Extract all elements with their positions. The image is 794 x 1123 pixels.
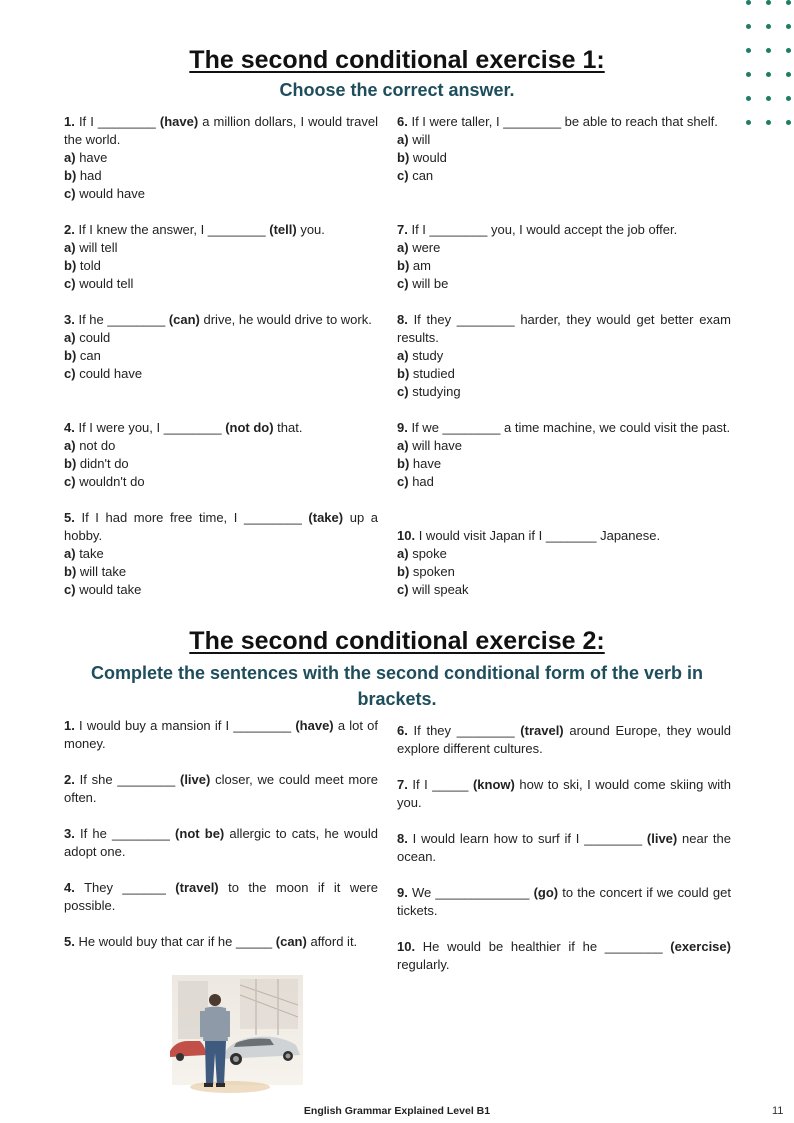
question-stem-end: that. (273, 420, 303, 435)
question-text (64, 933, 378, 951)
question-number: 3. (64, 312, 75, 327)
question-text (397, 419, 731, 437)
question-stem: If she ________ (79, 772, 180, 787)
option-label: c) (397, 474, 409, 489)
option-text: would (412, 150, 447, 165)
footer-book-title: English Grammar Explained Level B1 (303, 1105, 491, 1117)
question-stem: If I _____ (412, 777, 473, 792)
question-number: 9. (397, 420, 408, 435)
option-b (397, 149, 731, 167)
question-stem: If they ________ harder, they would get better exam results. (397, 312, 731, 345)
question-stem-end: around Europe, they would explore different cultures. (397, 723, 731, 756)
exercise2-question-6 (397, 722, 731, 758)
option-label: c) (64, 366, 76, 381)
exercise2-instruction: Complete the sentences with the second conditional form of the verb in brackets. (90, 663, 704, 709)
option-label: b) (397, 150, 410, 165)
option-label: c) (64, 582, 76, 597)
question-number: 3. (64, 826, 75, 841)
question-stem: He would be healthier if he ________ (422, 939, 671, 954)
question-stem-end: afford it. (306, 934, 358, 949)
verb-hint: (know) (472, 777, 515, 792)
question-text (397, 776, 731, 812)
exercise2-question-8 (397, 830, 731, 866)
option-label: a) (64, 438, 76, 453)
option-text: can (412, 168, 434, 183)
option-a (64, 149, 378, 167)
option-c (397, 275, 731, 293)
option-b (397, 455, 731, 473)
question-stem: If I knew the answer, I ________ (78, 222, 270, 237)
option-text: am (412, 258, 431, 273)
exercise1-question-3 (64, 311, 378, 383)
verb-hint: (not do) (225, 420, 274, 435)
question-text (64, 311, 378, 329)
question-number: 6. (397, 723, 408, 738)
option-text: spoke (412, 546, 447, 561)
option-b (64, 167, 378, 185)
question-stem-end: to the concert if we could get tickets. (397, 885, 731, 918)
option-text: have (412, 456, 442, 471)
question-text (64, 879, 378, 915)
option-b (397, 257, 731, 275)
question-stem: I would buy a mansion if I ________ (79, 718, 296, 733)
exercise1-question-5 (64, 509, 378, 599)
decorative-dot (746, 0, 751, 5)
question-number: 8. (397, 831, 408, 846)
decorative-dot (786, 0, 791, 5)
question-text (397, 113, 731, 131)
exercise2-question-7 (397, 776, 731, 812)
option-b (64, 347, 378, 365)
question-stem-end: a lot of money. (64, 718, 378, 751)
question-stem-end: up a hobby. (64, 510, 378, 543)
option-b (64, 563, 378, 581)
question-text (397, 221, 731, 239)
option-a (64, 545, 378, 563)
decorative-dot (746, 24, 751, 29)
question-stem-end: you. (296, 222, 325, 237)
verb-hint: (can) (275, 934, 307, 949)
question-number: 1. (64, 114, 75, 129)
question-number: 4. (64, 880, 75, 895)
option-b (397, 365, 731, 383)
decorative-dot (766, 120, 771, 125)
question-text (64, 419, 378, 437)
question-stem-end: how to ski, I would come skiing with you. (397, 777, 731, 810)
question-stem: If he ________ (80, 826, 176, 841)
question-number: 2. (64, 222, 75, 237)
decorative-dot (786, 120, 791, 125)
option-text: wouldn't do (79, 474, 145, 489)
question-number: 6. (397, 114, 408, 129)
exercise1-question-10 (397, 527, 731, 599)
question-number: 8. (397, 312, 408, 327)
question-text (64, 221, 378, 239)
option-text: take (79, 546, 104, 561)
option-a (64, 329, 378, 347)
option-label: c) (64, 186, 76, 201)
option-text: would have (79, 186, 145, 201)
option-label: c) (397, 384, 409, 399)
option-label: c) (64, 474, 76, 489)
decorative-dot (786, 24, 791, 29)
question-text (397, 884, 731, 920)
question-stem-end: closer, we could meet more often. (64, 772, 378, 805)
question-stem: If I were you, I ________ (78, 420, 226, 435)
option-text: told (79, 258, 101, 273)
option-label: a) (397, 348, 409, 363)
option-b (397, 563, 731, 581)
exercise2-title: The second conditional exercise 2: (189, 627, 605, 655)
option-text: could have (79, 366, 143, 381)
question-text (64, 717, 378, 753)
option-label: a) (64, 546, 76, 561)
decorative-dot (766, 24, 771, 29)
question-stem-end: a million dollars, I would travel the world. (64, 114, 378, 147)
verb-hint: (have) (295, 718, 334, 733)
exercise1-instruction: Choose the correct answer. (279, 80, 515, 100)
question-number: 9. (397, 885, 408, 900)
option-c (397, 167, 731, 185)
option-text: would take (79, 582, 142, 597)
question-stem: He would buy that car if he _____ (78, 934, 276, 949)
question-text (64, 825, 378, 861)
option-text: not do (79, 438, 116, 453)
option-text: can (79, 348, 101, 363)
verb-hint: (live) (646, 831, 678, 846)
option-c (397, 383, 731, 401)
option-label: b) (64, 168, 77, 183)
option-a (397, 239, 731, 257)
question-number: 5. (64, 934, 75, 949)
option-label: b) (64, 456, 77, 471)
option-text: had (79, 168, 102, 183)
exercise2-question-5 (64, 933, 378, 951)
option-label: a) (397, 240, 409, 255)
option-text: could (79, 330, 111, 345)
verb-hint: (tell) (269, 222, 297, 237)
exercise1-question-6 (397, 113, 731, 185)
verb-hint: (go) (533, 885, 559, 900)
question-stem: If they ________ (413, 723, 521, 738)
verb-hint: (live) (179, 772, 211, 787)
verb-hint: (not be) (175, 826, 225, 841)
verb-hint: (can) (168, 312, 200, 327)
option-label: b) (64, 258, 77, 273)
option-label: b) (397, 456, 410, 471)
exercise1-title: The second conditional exercise 1: (189, 46, 605, 74)
question-number: 5. (64, 510, 75, 525)
question-stem-end: to the moon if it were possible. (64, 880, 378, 913)
question-number: 7. (397, 777, 408, 792)
option-text: were (412, 240, 441, 255)
question-stem-end: drive, he would drive to work. (199, 312, 372, 327)
question-number: 2. (64, 772, 75, 787)
question-text (397, 830, 731, 866)
question-stem: They ______ (84, 880, 176, 895)
option-label: c) (397, 276, 409, 291)
option-text: will be (412, 276, 449, 291)
option-label: c) (397, 582, 409, 597)
question-stem: If I had more free time, I ________ (81, 510, 309, 525)
option-text: studying (412, 384, 461, 399)
option-text: will take (79, 564, 127, 579)
man-and-car-illustration (170, 975, 305, 1097)
option-label: b) (397, 564, 410, 579)
option-c (64, 275, 378, 293)
option-a (397, 437, 731, 455)
option-label: b) (397, 258, 410, 273)
question-stem: If he ________ (78, 312, 169, 327)
option-text: studied (412, 366, 455, 381)
question-stem: I would learn how to surf if I ________ (412, 831, 647, 846)
verb-hint: (take) (308, 510, 344, 525)
question-number: 4. (64, 420, 75, 435)
option-c (64, 581, 378, 599)
option-c (64, 185, 378, 203)
option-text: study (412, 348, 444, 363)
verb-hint: (have) (159, 114, 199, 129)
option-b (64, 257, 378, 275)
option-text: spoken (412, 564, 455, 579)
option-label: c) (64, 276, 76, 291)
option-c (397, 581, 731, 599)
option-a (397, 347, 731, 365)
question-number: 10. (397, 939, 416, 954)
verb-hint: (exercise) (670, 939, 731, 954)
question-number: 10. (397, 528, 416, 543)
option-label: a) (64, 150, 76, 165)
verb-hint: (travel) (520, 723, 564, 738)
option-c (64, 365, 378, 383)
question-stem: I would visit Japan if I _______ Japanese. (418, 528, 661, 543)
question-stem: If I ________ you, I would accept the job offer. (411, 222, 678, 237)
option-label: a) (64, 240, 76, 255)
option-c (64, 473, 378, 491)
option-label: c) (397, 168, 409, 183)
option-text: had (412, 474, 434, 489)
option-label: a) (397, 546, 409, 561)
option-text: will speak (412, 582, 469, 597)
option-text: will tell (79, 240, 118, 255)
exercise2-question-3 (64, 825, 378, 861)
option-label: b) (64, 564, 77, 579)
question-text (64, 113, 378, 149)
exercise1-question-9 (397, 419, 731, 491)
question-text (397, 311, 731, 347)
option-a (64, 437, 378, 455)
option-a (64, 239, 378, 257)
option-label: b) (397, 366, 410, 381)
option-text: have (79, 150, 108, 165)
option-c (397, 473, 731, 491)
exercise1-question-4 (64, 419, 378, 491)
exercise2-question-10 (397, 938, 731, 974)
option-text: will have (412, 438, 463, 453)
option-text: didn't do (79, 456, 129, 471)
question-stem: If we ________ a time machine, we could visit the past. (411, 420, 731, 435)
question-stem: If I ________ (78, 114, 160, 129)
question-text (397, 722, 731, 758)
question-number: 7. (397, 222, 408, 237)
verb-hint: (travel) (175, 880, 219, 895)
question-stem-end: near the ocean. (397, 831, 731, 864)
question-text (397, 938, 731, 974)
question-number: 1. (64, 718, 75, 733)
question-text (64, 771, 378, 807)
option-text: would tell (79, 276, 134, 291)
exercise1-question-8 (397, 311, 731, 401)
page-number: 11 (772, 1105, 784, 1117)
question-stem: If I were taller, I ________ be able to reach that shelf. (411, 114, 718, 129)
exercise1-question-2 (64, 221, 378, 293)
question-text (397, 527, 731, 545)
option-label: a) (64, 330, 76, 345)
option-label: a) (397, 132, 409, 147)
option-b (64, 455, 378, 473)
option-label: a) (397, 438, 409, 453)
exercise1-question-1 (64, 113, 378, 203)
option-label: b) (64, 348, 77, 363)
option-a (397, 545, 731, 563)
question-text (64, 509, 378, 545)
exercise2-question-9 (397, 884, 731, 920)
option-text: will (412, 132, 431, 147)
decorative-dot (766, 0, 771, 5)
exercise2-question-1 (64, 717, 378, 753)
decorative-dot (746, 120, 751, 125)
exercise2-question-4 (64, 879, 378, 915)
option-a (397, 131, 731, 149)
exercise2-question-2 (64, 771, 378, 807)
question-stem-end: allergic to cats, he would adopt one. (64, 826, 379, 859)
exercise1-question-7 (397, 221, 731, 293)
question-stem-end: regularly. (397, 957, 450, 972)
question-stem: We _____________ (412, 885, 534, 900)
